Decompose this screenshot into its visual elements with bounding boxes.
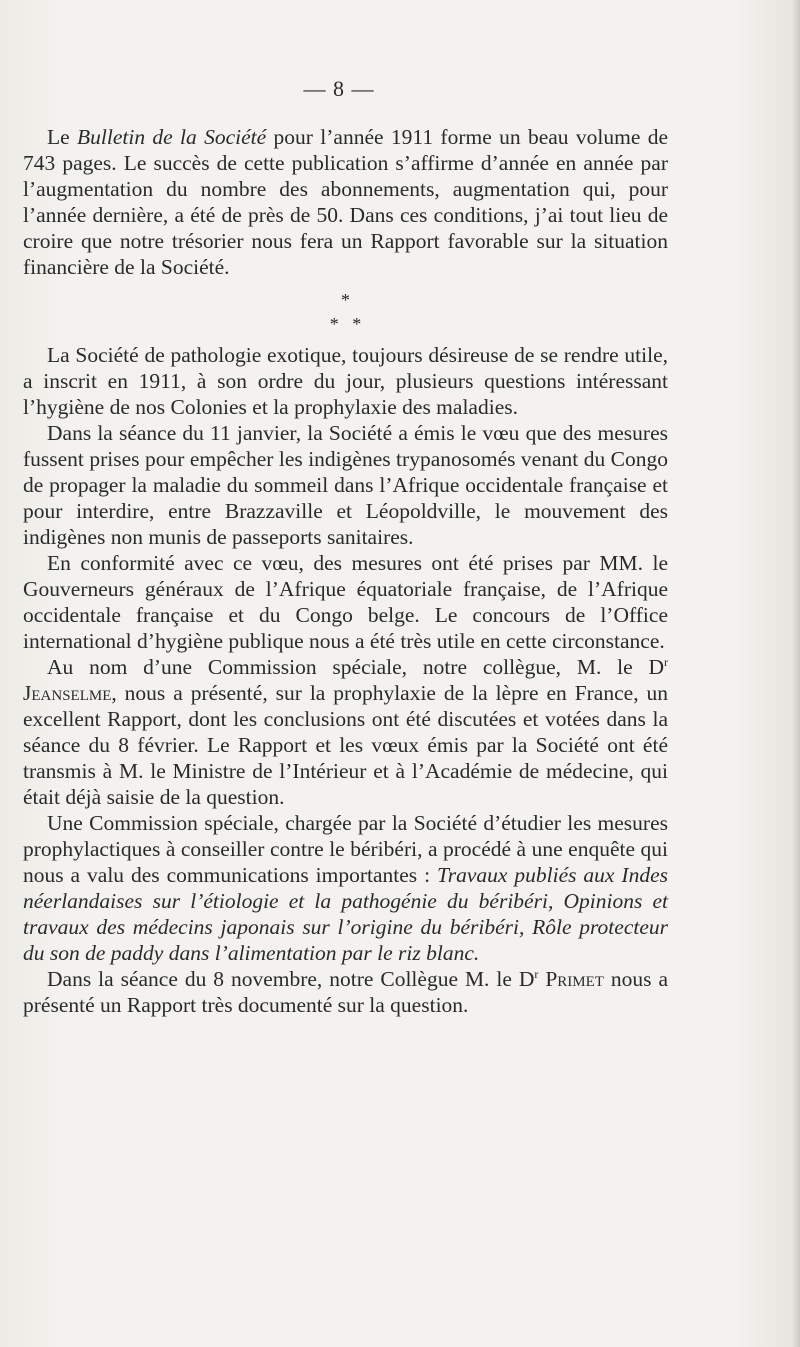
page-number: — 8 — xyxy=(303,76,375,101)
paragraph-beriberi xyxy=(23,810,668,966)
paragraph-bulletin xyxy=(23,124,668,280)
doctor-abbrev-sup: r xyxy=(664,654,668,669)
paragraph-beriberi-intro: Une Commission spéciale, chargée par la Société d’étudier les mesures prophylactiques à conseiller contre le béribéri, a procédé à une enquête qui nous a valu des communications importantes : xyxy=(23,811,668,887)
beriberi-works-list: Travaux publiés aux Indes néerlandaises sur l’étiologie et la pathogénie du béribéri, Opinions et travaux des médecins japonais sur l’origine du béribéri, Rôle protecteur du son de paddy dans l’alimentation par le riz blanc. xyxy=(23,863,668,965)
paragraph-leprosy xyxy=(23,654,668,810)
paragraph-conformity: En conformité avec ce vœu, des mesures ont été prises par MM. le Gouverneurs généraux de l’Afrique équatoriale française, de l’Afrique occidentale française et du Congo belge. Le concours de l’Office international d’hygiène publique nous a été très utile en cette circonstance. xyxy=(23,551,668,653)
section-separator xyxy=(23,288,668,336)
separator-star-top: * xyxy=(341,290,350,310)
paragraph-november-text: nous a présenté un Rapport très documenté sur la question. xyxy=(23,967,669,1017)
paragraph-november-intro: Dans la séance du 8 novembre, notre Collègue M. le D xyxy=(47,967,535,991)
author-name-primet: Primet xyxy=(538,967,604,991)
body-text xyxy=(23,124,668,1018)
paragraph-january-session: Dans la séance du 11 janvier, la Société a émis le vœu que des mesures fussent prises pour empêcher les indigènes trypanosomés venant du Congo de propager la maladie du sommeil dans l’Afrique occidentale française et pour interdire, entre Brazzaville et Léopoldville, le mouvement des indigènes non munis de passeports sanitaires. xyxy=(23,421,668,549)
doctor-abbrev-sup: r xyxy=(534,966,539,981)
paragraph-bulletin-text: pour l’année 1911 forme un beau volume de 743 pages. Le succès de cette publication s’affirme d’année en année par l’augmentation du nombre des abonnements, augmentation qui, pour l’année dernière, a été de près de 50. Dans ces conditions, j’ai tout lieu de croire que notre trésorier nous fera un Rapport favorable sur la situation financière de la Société. xyxy=(23,125,668,279)
paragraph-leprosy-text: , nous a présenté, sur la prophylaxie de la lèpre en France, un excellent Rapport, dont les conclusions ont été discutées et votées dans la séance du 8 février. Le Rapport et les vœux émis par la Société ont été transmis à M. le Ministre de l’Intérieur et à l’Académie de médecine, qui était déjà saisie de la question. xyxy=(23,681,668,809)
author-name-jeanselme: Jeanselme xyxy=(23,681,112,705)
bulletin-title: Bulletin de la Société xyxy=(77,125,267,149)
paragraph-hygiene: La Société de pathologie exotique, toujours désireuse de se rendre utile, a inscrit en 1911, à son ordre du jour, plusieurs questions intéressant l’hygiène de nos Colonies et la prophylaxie des maladies. xyxy=(23,343,668,419)
paragraph-november-session xyxy=(23,966,668,1018)
paragraph-leprosy-intro: Au nom d’une Commission spéciale, notre collègue, M. le D xyxy=(47,655,664,679)
separator-stars-bottom: * * xyxy=(329,314,362,334)
paragraph-bulletin-prefix: Le xyxy=(47,125,78,149)
